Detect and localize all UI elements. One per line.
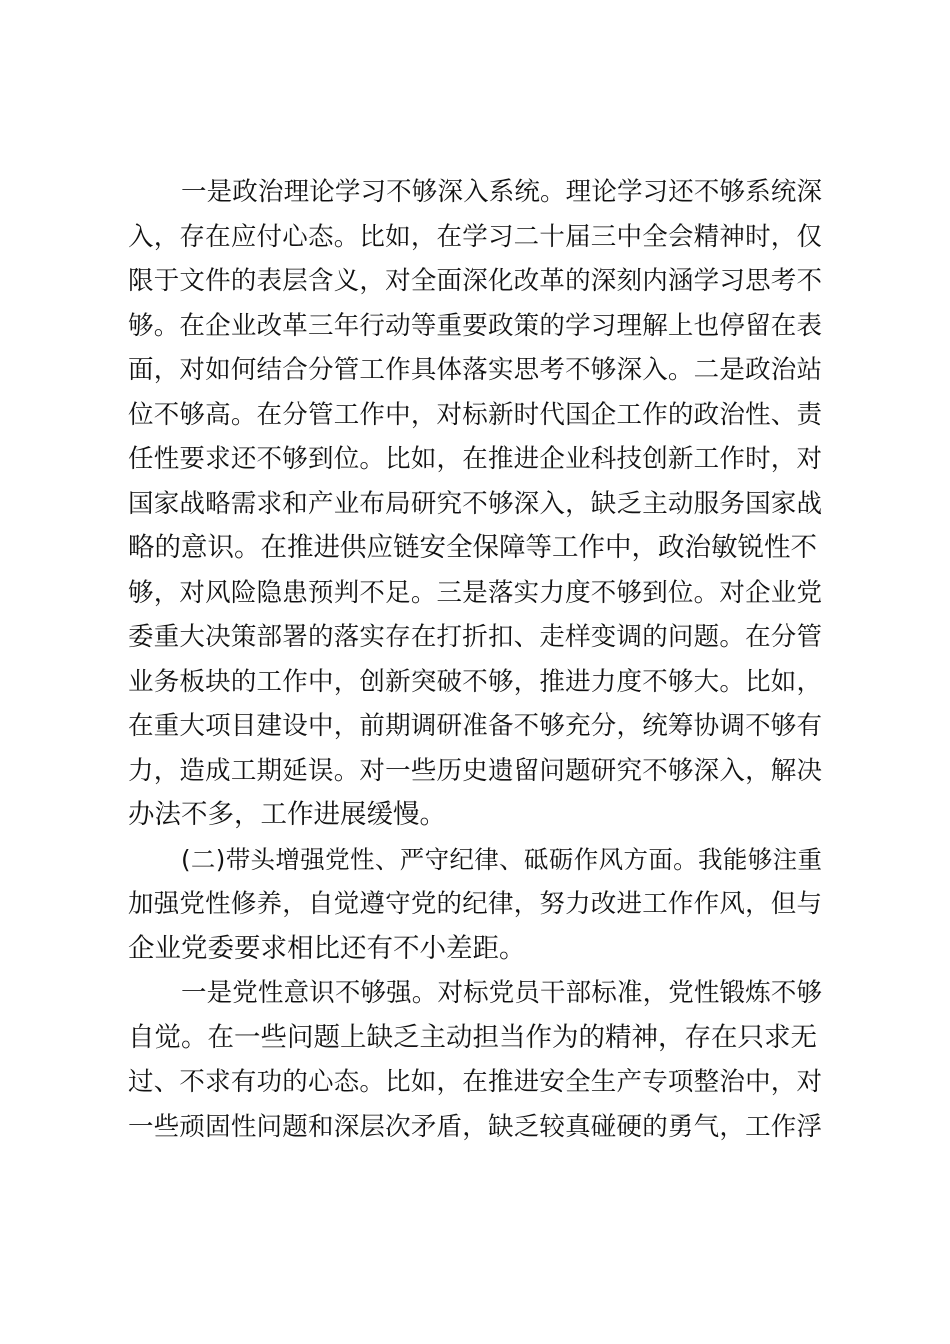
text-line: 一是政治理论学习不够深入系统。理论学习还不够系统深: [181, 177, 822, 207]
text-line: 业务板块的工作中，创新突破不够，推进力度不够大。比如，: [128, 666, 822, 697]
text-line: 限于文件的表层含义，对全面深化改革的深刻内涵学习思考不: [128, 266, 822, 296]
text-line: 一些顽固性问题和深层次矛盾，缺乏较真碰硬的勇气，工作浮: [128, 1111, 822, 1142]
text-line: 国家战略需求和产业布局研究不够深入，缺乏主动服务国家战: [128, 488, 822, 519]
text-line: (二)带头增强党性、严守纪律、砥砺作风方面。我能够注重: [181, 844, 822, 874]
text-line: 够，对风险隐患预判不足。三是落实力度不够到位。对企业党: [128, 577, 822, 608]
text-line: 过、不求有功的心态。比如，在推进安全生产专项整治中，对: [128, 1067, 822, 1097]
text-line: 企业党委要求相比还有不小差距。: [128, 932, 526, 964]
body-text: [128, 170, 822, 1149]
text-line: 办法不多，工作进展缓慢。: [128, 799, 446, 830]
text-line: 力，造成工期延误。对一些历史遗留问题研究不够深入，解决: [128, 755, 822, 786]
text-line: 委重大决策部署的落实存在打折扣、走样变调的问题。在分管: [128, 622, 822, 652]
text-line: 任性要求还不够到位。比如，在推进企业科技创新工作时，对: [128, 444, 822, 474]
text-line: 略的意识。在推进供应链安全保障等工作中，政治敏锐性不: [128, 532, 817, 563]
text-line: 位不够高。在分管工作中，对标新时代国企工作的政治性、责: [128, 399, 822, 430]
text-line: 在重大项目建设中，前期调研准备不够充分，统筹协调不够有: [128, 711, 822, 741]
text-line: 一是党性意识不够强。对标党员干部标准，党性锻炼不够: [181, 978, 822, 1008]
text-line: 够。在企业改革三年行动等重要政策的学习理解上也停留在表: [128, 310, 822, 341]
text-line: 自觉。在一些问题上缺乏主动担当作为的精神，存在只求无: [128, 1021, 817, 1053]
text-line: 面，对如何结合分管工作具体落实思考不够深入。二是政治站: [128, 355, 822, 385]
text-line: 加强党性修养，自觉遵守党的纪律，努力改进工作作风，但与: [128, 889, 822, 919]
text-line: 入，存在应付心态。比如，在学习二十届三中全会精神时，仅: [128, 221, 822, 252]
